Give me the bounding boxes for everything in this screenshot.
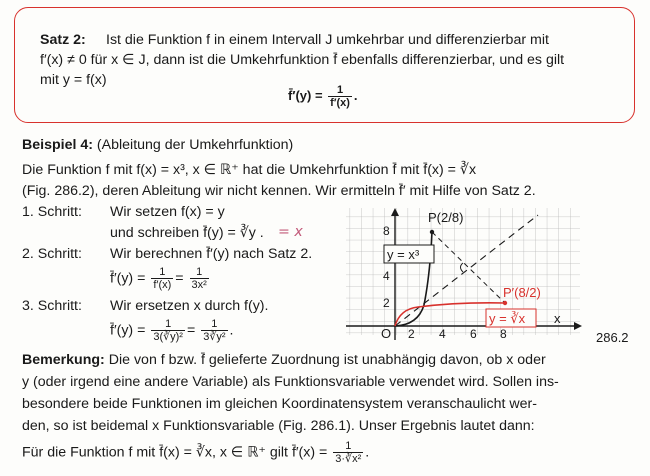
beispiel-heading: [22, 136, 293, 155]
step1-text-2: und schreiben f̄(y) = ∛y .: [110, 225, 264, 241]
bemerkung-end: .: [365, 444, 370, 461]
label-f: y = x³: [387, 247, 420, 262]
step1-pencil-note: = x: [278, 224, 303, 240]
step2-text: Wir berechnen f̄′(y) nach Satz 2.: [110, 246, 313, 262]
step2-num-2: 1: [190, 266, 209, 279]
bemerkung-fraction: [333, 440, 363, 465]
step1-label: 1. Schritt:: [22, 204, 82, 220]
x-tick-2: 2: [408, 327, 415, 341]
step3-lhs: f̄′(y) =: [110, 322, 146, 339]
y-tick-2: 2: [383, 296, 390, 310]
x-axis-label: x: [554, 311, 561, 326]
bemerkung-line-3: besondere beide Funktionen im gleichen Koordinatensystem veranschaulicht wer-: [22, 396, 537, 412]
step3-den-1: 3(∛y)²: [153, 331, 183, 343]
step3-eq: =: [186, 322, 196, 339]
step2-lhs: f̄′(y) =: [110, 270, 146, 287]
beispiel-line-1: Die Funktion f mit f(x) = x³, x ∈ ℝ⁺ hat die Umkehrfunktion f̄ mit f̄(x) = ∛x: [22, 162, 477, 178]
step2-frac-2: [190, 266, 209, 291]
step2-eq: =: [175, 270, 184, 287]
step2-den-1: f′(x): [153, 279, 172, 291]
label-P: P(2/8): [428, 210, 464, 225]
x-tick-4: 4: [439, 327, 446, 341]
step3-label: 3. Schritt:: [22, 298, 82, 314]
point-Pbar: [503, 301, 507, 305]
bemerkung-den: 3·∛x²: [335, 453, 362, 465]
beispiel-line-2: (Fig. 286.2), deren Ableitung wir nicht kennen. Wir ermitteln f̄′ mit Hilfe von Satz 2.: [22, 183, 536, 199]
bemerkung-title: Bemerkung:: [22, 352, 105, 368]
y-tick-8: 8: [383, 224, 390, 238]
satz-title: Satz 2:: [40, 32, 86, 48]
point-P: [430, 230, 434, 234]
step2-frac-1: [151, 266, 173, 291]
step2-formula: [110, 266, 211, 291]
beispiel-subtitle: (Ableitung der Umkehrfunktion): [96, 137, 294, 153]
beispiel-title: Beispiel 4:: [22, 137, 93, 153]
label-fbar: y = ∛x: [489, 311, 526, 326]
x-tick-6: 6: [470, 327, 477, 341]
satz-formula-fraction: [328, 84, 352, 109]
satz-formula-lhs: f̄′(y) =: [288, 87, 323, 103]
step3-frac-2: [201, 318, 227, 343]
step3-text: Wir ersetzen x durch f(y).: [110, 298, 269, 314]
step3-end: .: [229, 322, 234, 339]
satz-formula-num: 1: [328, 84, 352, 97]
figure-number: 286.2: [596, 330, 629, 345]
step3-formula: [110, 318, 233, 343]
step2-den-2: 3x²: [191, 279, 207, 291]
satz-line-2: f′(x) ≠ 0 für x ∈ J, dann ist die Umkehrfunktion f̄ ebenfalls differenzierbar, und es gilt: [40, 52, 565, 68]
bemerkung-line-5-text: Für die Funktion f mit f̄(x) = ∛x, x ∈ ℝ⁺ gilt f̄′(x) =: [22, 444, 328, 461]
satz-formula-end: .: [353, 87, 358, 103]
satz-line-3: mit y = f(x): [40, 72, 107, 88]
bemerkung-line-2: y (oder irgend eine andere Variable) als Funktionsvariable verwendet wird. Sollen ins-: [22, 374, 559, 390]
x-tick-8: 8: [500, 327, 507, 341]
bemerkung-line-1: [22, 351, 546, 370]
step3-num-2: 1: [201, 318, 227, 331]
bemerkung-line-5: [22, 440, 369, 465]
figure-286-2: [338, 205, 640, 347]
step2-num-1: 1: [151, 266, 173, 279]
satz-line-1: Ist die Funktion f in einem Intervall J umkehrbar und differenzierbar mit: [106, 32, 549, 48]
bemerkung-num: 1: [333, 440, 363, 453]
step1-text: Wir setzen f(x) = y: [110, 204, 225, 220]
step3-den-2: 3∛y²: [203, 331, 226, 343]
step2-label: 2. Schritt:: [22, 246, 82, 262]
bemerkung-line-4: den, so ist beidemal x Funktionsvariable (Fig. 286.1). Unser Ergebnis lautet dann:: [22, 418, 535, 434]
step3-num-1: 1: [151, 318, 185, 331]
satz-formula: [288, 84, 358, 109]
y-tick-4: 4: [383, 269, 390, 283]
step3-frac-1: [151, 318, 185, 343]
bemerkung-line-1-text: Die von f bzw. f̄ gelieferte Zuordnung ist unabhängig davon, ob x oder: [108, 352, 546, 368]
label-Pbar: P′(8/2): [503, 285, 541, 300]
origin-label: O: [381, 326, 392, 341]
satz-formula-den: f′(x): [330, 97, 350, 109]
